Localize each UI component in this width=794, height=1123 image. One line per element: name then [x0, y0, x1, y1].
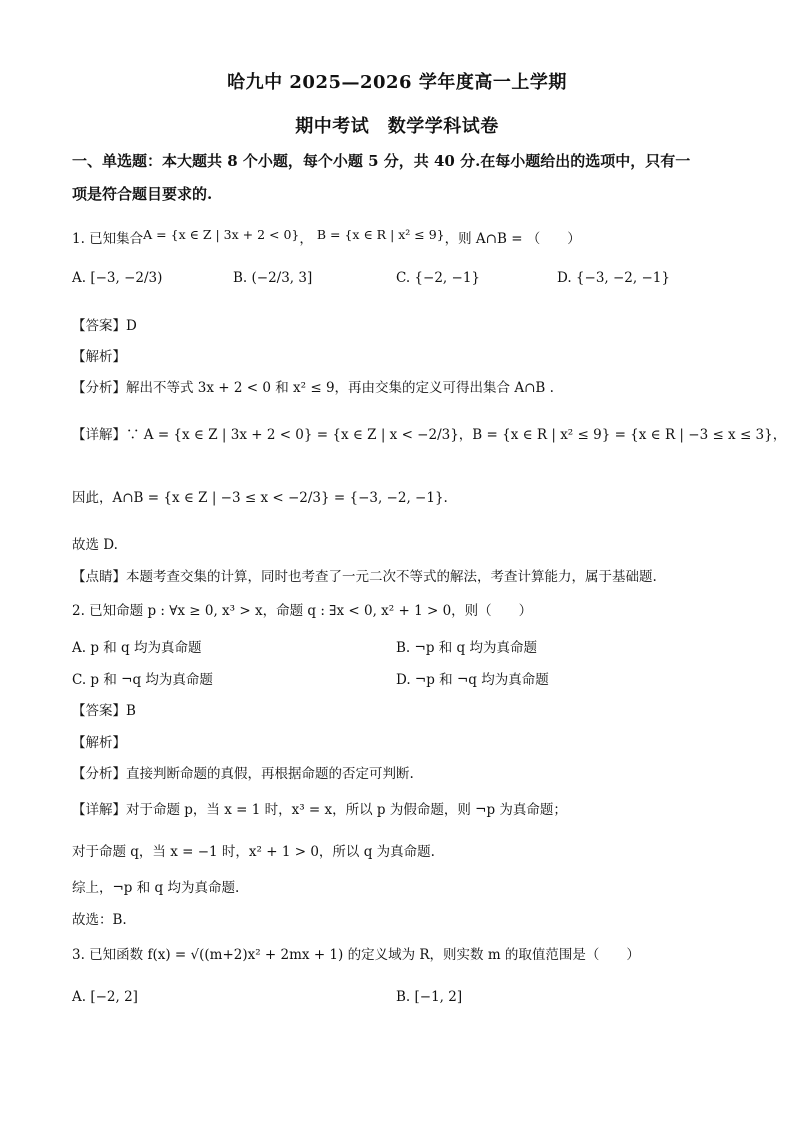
- page-subtitle: 期中考试 数学学科试卷: [295, 116, 499, 137]
- q2-option-d: D. ¬p 和 ¬q 均为真命题: [396, 672, 549, 688]
- q1-choose: 故选 D.: [72, 537, 118, 553]
- q1-therefore: 因此，A∩B = {x ∈ Z | −3 ≤ x < −2/3} = {−3, −2, −1}.: [72, 490, 448, 506]
- q1-analysis-label: 【解析】: [72, 349, 126, 365]
- q2-detail-2: 对于命题 q，当 x = −1 时，x² + 1 > 0，所以 q 为真命题.: [72, 844, 435, 860]
- q1-fenxi: 【分析】解出不等式 3x + 2 < 0 和 x² ≤ 9，再由交集的定义可得出集合 A∩B .: [72, 380, 554, 396]
- q3-option-b: B. [−1, 2]: [396, 989, 463, 1005]
- q1-option-d: D. {−3, −2, −1}: [557, 270, 670, 286]
- section-header-line2: 项是符合题目要求的.: [72, 185, 213, 203]
- q2-option-b: B. ¬p 和 q 均为真命题: [396, 640, 537, 656]
- section-header-line1: 一、单选题：本大题共 8 个小题，每个小题 5 分，共 40 分.在每小题给出的选项中，只有一: [72, 152, 691, 170]
- q1-detail: 【详解】∵ A = {x ∈ Z | 3x + 2 < 0} = {x ∈ Z | x < −2/3}，B = {x ∈ R | x² ≤ 9} = {x ∈ R | −3 ≤ x ≤ 3}，: [72, 427, 787, 443]
- q2-analysis-label: 【解析】: [72, 735, 126, 751]
- q2-stem: 2. 已知命题 p : ∀x ≥ 0, x³ > x，命题 q : ∃x < 0, x² + 1 > 0，则（ ）: [72, 603, 533, 619]
- q1-comment: 【点睛】本题考查交集的计算，同时也考查了一元二次不等式的解法，考查计算能力，属于基础题.: [72, 569, 657, 585]
- q1-stem: 1. 已知集合A = {x ∈ Z | 3x + 2 < 0}， B = {x ∈ R | x² ≤ 9}，则 A∩B = （ ）: [72, 227, 581, 247]
- q2-option-a: A. p 和 q 均为真命题: [72, 640, 202, 656]
- q1-option-b: B. (−2/3, 3]: [233, 270, 313, 286]
- q2-detail-1: 【详解】对于命题 p，当 x = 1 时，x³ = x，所以 p 为假命题，则 ¬p 为真命题；: [72, 802, 567, 818]
- q3-stem: 3. 已知函数 f(x) = √((m+2)x² + 2mx + 1) 的定义域为 R，则实数 m 的取值范围是（ ）: [72, 947, 640, 963]
- q1-option-a: A. [−3, −2/3): [72, 270, 163, 286]
- q2-summary: 综上，¬p 和 q 均为真命题.: [72, 880, 240, 896]
- q3-option-a: A. [−2, 2]: [72, 989, 138, 1005]
- q2-choose: 故选：B.: [72, 912, 127, 928]
- q1-option-c: C. {−2, −1}: [396, 270, 480, 286]
- page-title: 哈九中 2025—2026 学年度高一上学期: [227, 72, 567, 93]
- q1-answer: 【答案】D: [72, 318, 137, 334]
- q2-answer: 【答案】B: [72, 703, 136, 719]
- q2-option-c: C. p 和 ¬q 均为真命题: [72, 672, 213, 688]
- q2-fenxi: 【分析】直接判断命题的真假，再根据命题的否定可判断.: [72, 766, 414, 782]
